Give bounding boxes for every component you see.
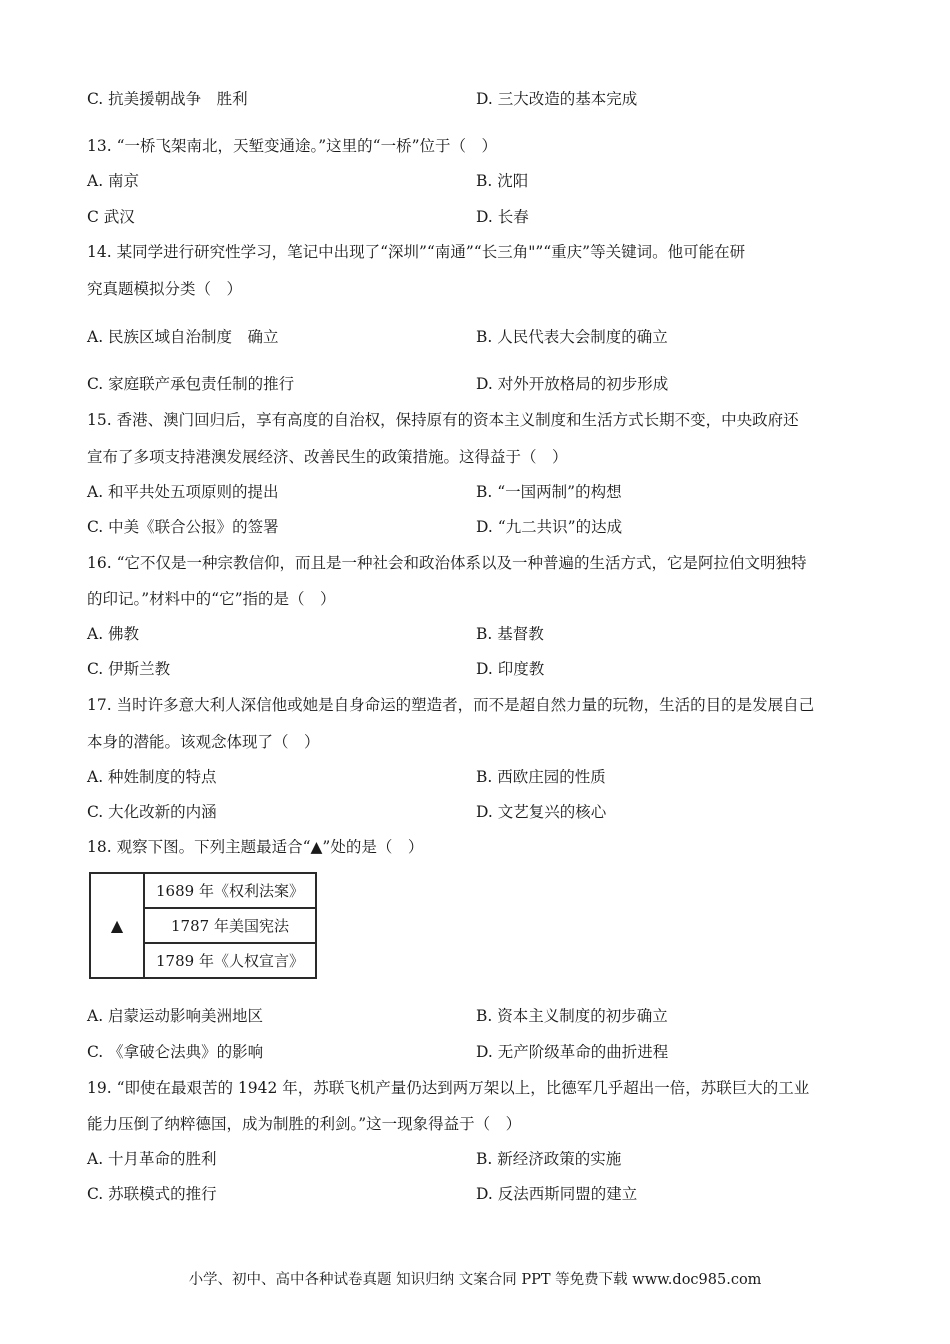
q18-table-rows: [145, 874, 315, 977]
q18-option-a: A. 启蒙运动影响美洲地区: [87, 1007, 264, 1025]
q18-table-row: 1689 年《权利法案》: [145, 874, 315, 909]
q18-option-d: D. 无产阶级革命的曲折进程: [476, 1043, 669, 1061]
q19-option-a: A. 十月革命的胜利: [87, 1150, 217, 1168]
q18-figure-table: [89, 872, 317, 979]
q17-option-b: B. 西欧庄园的性质: [476, 768, 606, 786]
q16-stem-line1: 16. “它不仅是一种宗教信仰，而且是一种社会和政治体系以及一种普遍的生活方式，它是阿拉伯文明独特: [87, 554, 807, 572]
q16-stem-line2: 的印记。”材料中的“它”指的是（ ）: [87, 590, 336, 608]
q18-triangle-cell: ▲: [91, 874, 145, 977]
q17-option-a: A. 种姓制度的特点: [87, 768, 217, 786]
q15-option-a: A. 和平共处五项原则的提出: [87, 483, 279, 501]
q13-option-d: D. 长春: [476, 208, 529, 226]
q19-option-b: B. 新经济政策的实施: [476, 1150, 622, 1168]
q14-stem-line1: 14. 某同学进行研究性学习，笔记中出现了“深圳”“南通”“长三角"”“重庆”等关键词。他可能在研: [87, 243, 746, 261]
q13-option-b: B. 沈阳: [476, 172, 529, 190]
q15-option-d: D. “九二共识”的达成: [476, 518, 623, 536]
q13-option-a: A. 南京: [87, 172, 140, 190]
q16-option-a: A. 佛教: [87, 625, 140, 643]
q19-option-c: C. 苏联模式的推行: [87, 1185, 217, 1203]
q17-stem-line2: 本身的潜能。该观念体现了（ ）: [87, 733, 320, 751]
q13-stem: 13. “一桥飞架南北，天堑变通途。”这里的“一桥”位于（ ）: [87, 137, 498, 155]
q19-stem-line1: 19. “即使在最艰苦的 1942 年，苏联飞机产量仍达到两万架以上，比德军几乎超出一倍，苏联巨大的工业: [87, 1079, 810, 1097]
q12-option-d: D. 三大改造的基本完成: [476, 90, 638, 108]
q17-option-d: D. 文艺复兴的核心: [476, 803, 607, 821]
q12-option-c: C. 抗美援朝战争 胜利: [87, 90, 248, 108]
q15-option-c: C. 中美《联合公报》的签署: [87, 518, 279, 536]
q14-option-a: A. 民族区域自治制度 确立: [87, 328, 279, 346]
q15-stem-line1: 15. 香港、澳门回归后，享有高度的自治权，保持原有的资本主义制度和生活方式长期不变，中央政府还: [87, 411, 799, 429]
q16-option-c: C. 伊斯兰教: [87, 660, 171, 678]
q19-stem-line2: 能力压倒了纳粹德国，成为制胜的利剑。”这一现象得益于（ ）: [87, 1115, 522, 1133]
q19-option-d: D. 反法西斯同盟的建立: [476, 1185, 638, 1203]
q18-option-b: B. 资本主义制度的初步确立: [476, 1007, 668, 1025]
q14-option-d: D. 对外开放格局的初步形成: [476, 375, 669, 393]
page-footer: 小学、初中、高中各种试卷真题 知识归纳 文案合同 PPT 等免费下载 www.doc985.com: [188, 1272, 762, 1288]
q14-option-c: C. 家庭联产承包责任制的推行: [87, 375, 295, 393]
q15-option-b: B. “一国两制”的构想: [476, 483, 622, 501]
q13-option-c: C 武汉: [87, 208, 135, 226]
q15-stem-line2: 宣布了多项支持港澳发展经济、改善民生的政策措施。这得益于（ ）: [87, 448, 568, 466]
q18-table-row: 1787 年美国宪法: [145, 909, 315, 944]
q16-option-b: B. 基督教: [476, 625, 544, 643]
q18-table-row: 1789 年《人权宣言》: [156, 952, 304, 970]
q14-stem-line2: 究真题模拟分类（ ）: [87, 280, 243, 298]
q16-option-d: D. 印度教: [476, 660, 545, 678]
q18-stem: 18. 观察下图。下列主题最适合“▲”处的是（ ）: [87, 838, 424, 856]
q18-option-c: C. 《拿破仑法典》的影响: [87, 1043, 264, 1061]
q17-option-c: C. 大化改新的内涵: [87, 803, 217, 821]
q14-option-b: B. 人民代表大会制度的确立: [476, 328, 668, 346]
q17-stem-line1: 17. 当时许多意大利人深信他或她是自身命运的塑造者，而不是超自然力量的玩物，生活的目的是发展自己: [87, 696, 815, 714]
